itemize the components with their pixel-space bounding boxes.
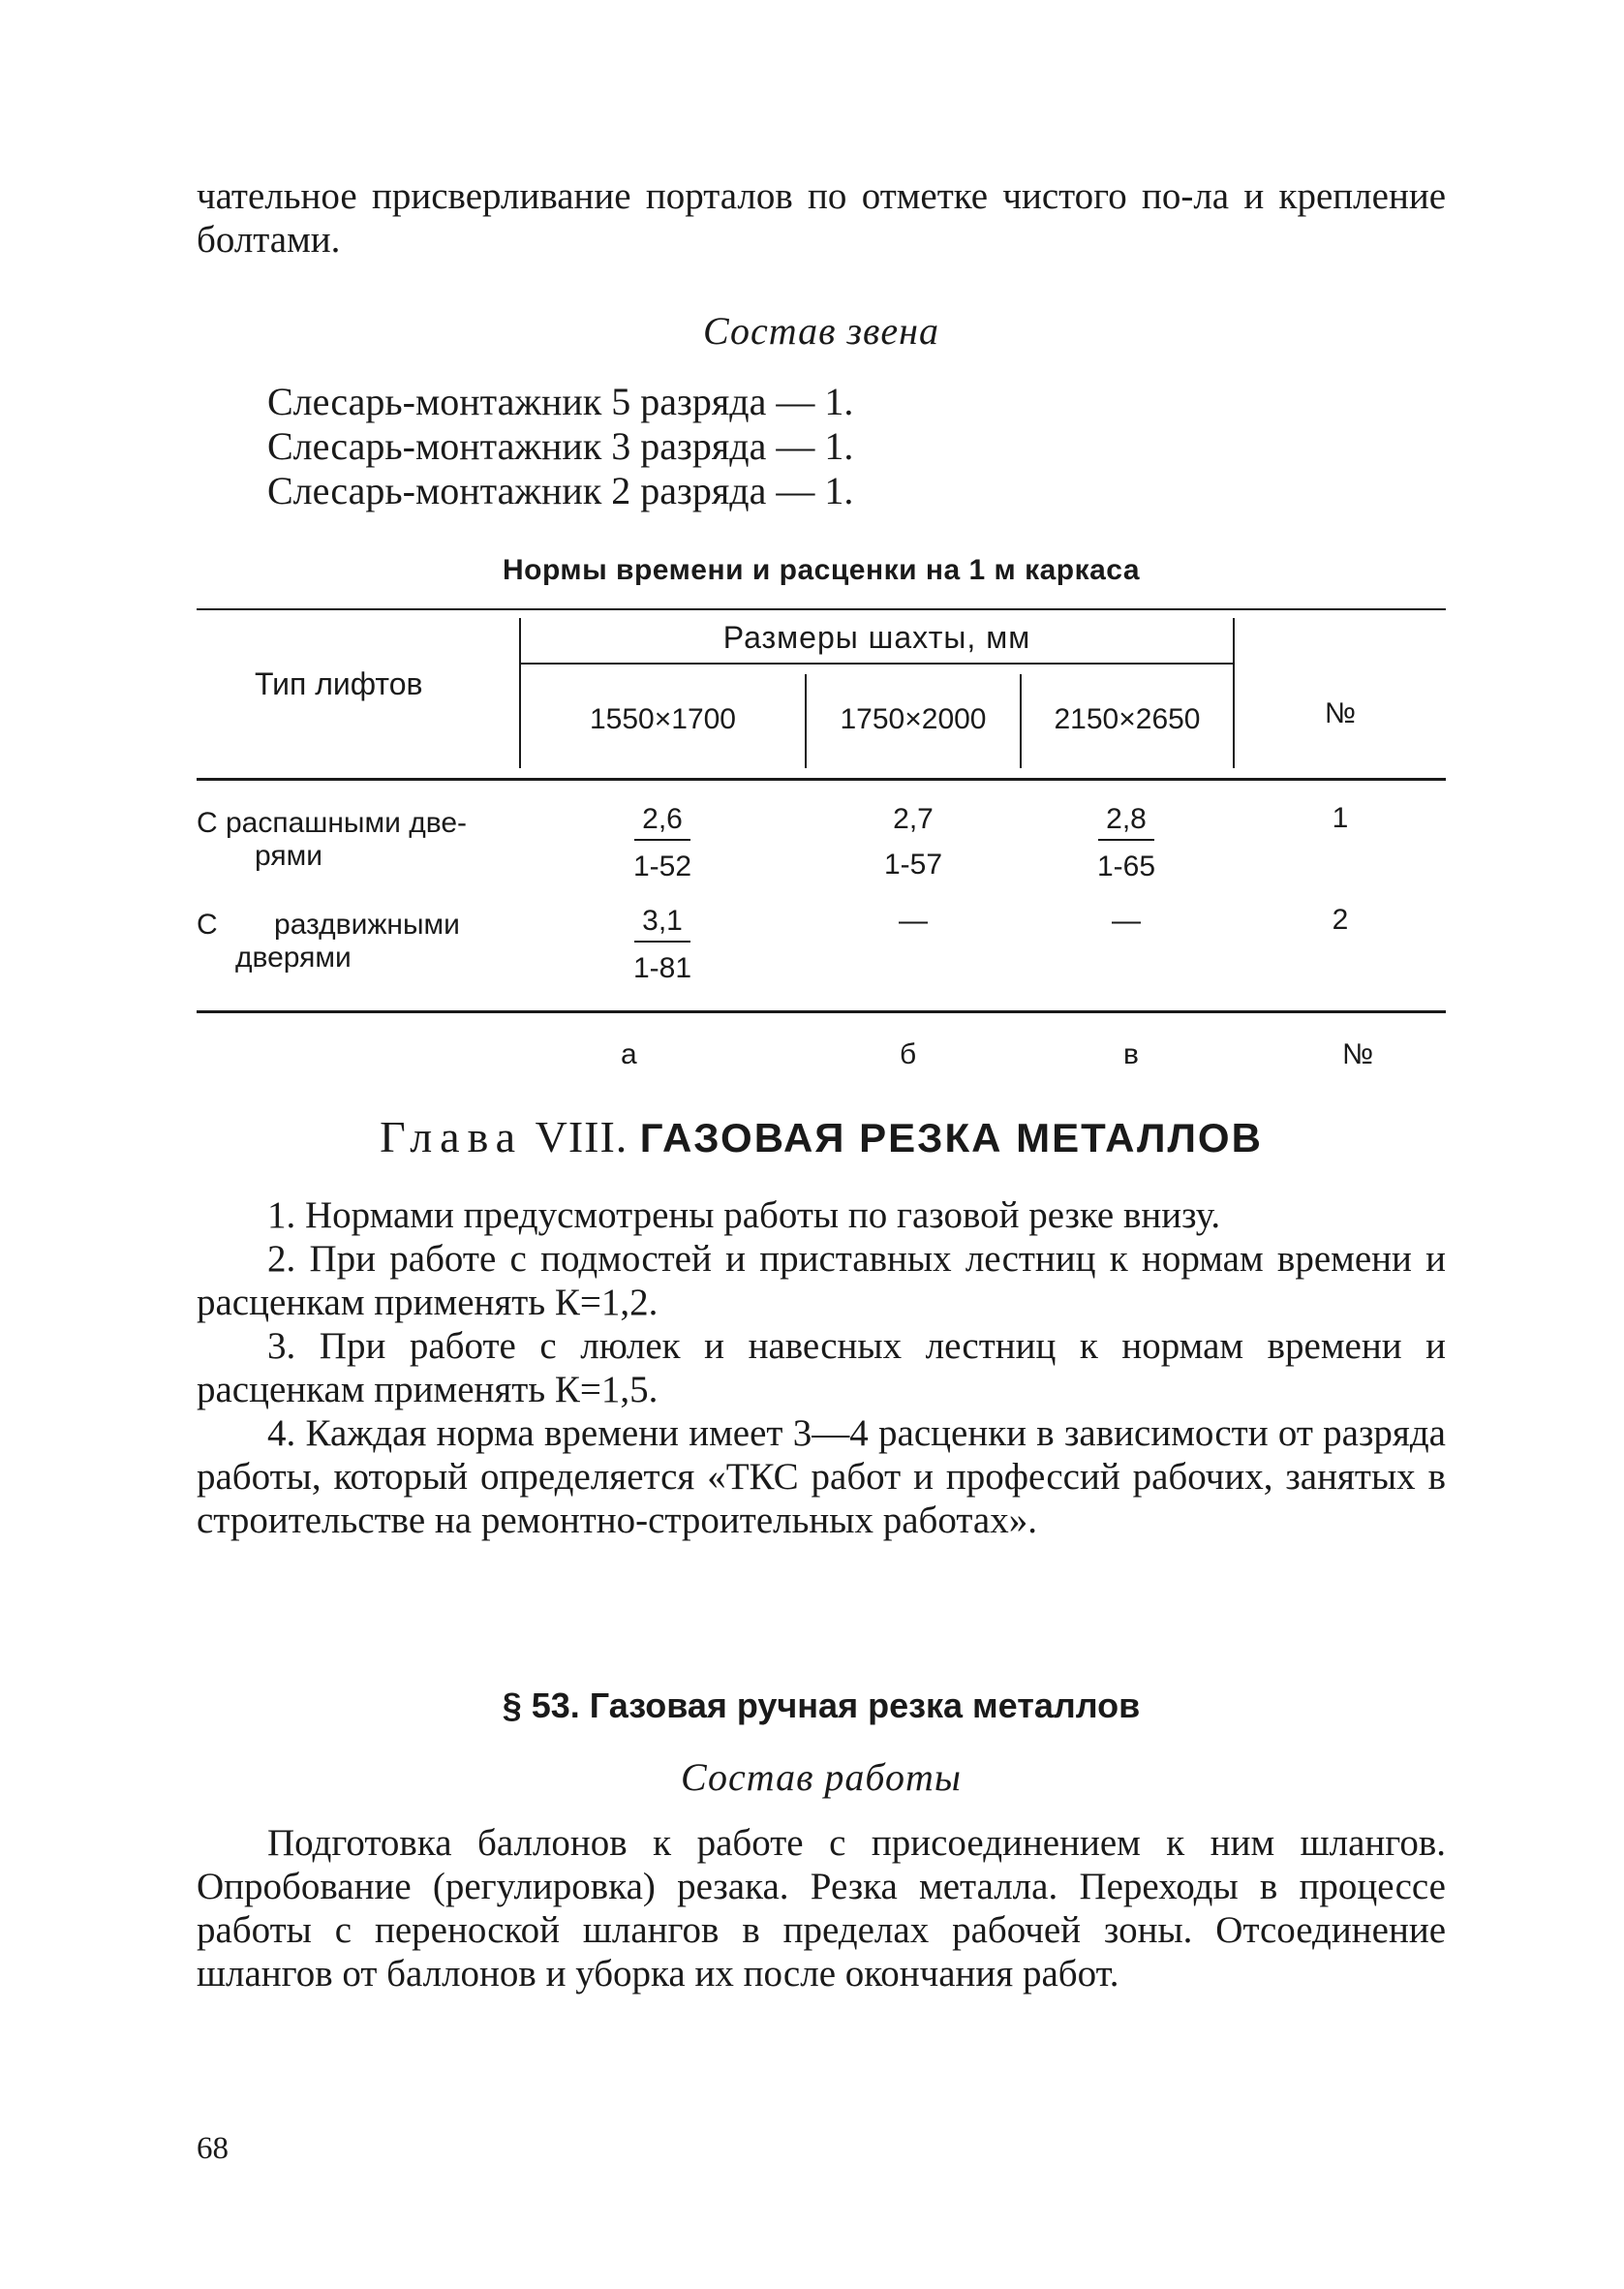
list-item: 4. Каждая норма времени имеет 3—4 расценки в зависимости от разряда работы, который определяется «ТКС работ и профессий рабочих, занятых в строительстве на ремонтно-строительных работах». — [197, 1412, 1446, 1541]
table-cell-dash — [855, 902, 971, 941]
chapter-heading — [197, 1111, 1446, 1162]
table-cell-fraction — [855, 800, 971, 885]
row-label — [197, 807, 516, 873]
row-label-line: С раздвижными — [197, 909, 460, 941]
header-row-label: Тип лифтов — [255, 666, 423, 701]
table-top-rule — [197, 608, 1446, 610]
header-group-label: Размеры шахты, мм — [722, 620, 1031, 655]
section-title: § 53. Газовая ручная резка металлов — [502, 1686, 1141, 1725]
row-number: 1 — [1332, 802, 1349, 834]
row-label-line: дверями — [235, 942, 352, 974]
column-mark: а — [621, 1038, 637, 1070]
crew-heading: Состав звена — [702, 309, 939, 353]
norm-value: 2,8 — [1098, 800, 1154, 841]
row-label-line: С распашными две- — [197, 807, 467, 839]
table-cell-fraction — [604, 902, 720, 989]
row-label — [197, 909, 516, 974]
norm-value: 2,7 — [893, 803, 934, 835]
section-subheading: Состав работы — [680, 1755, 962, 1799]
rate-value: 1-65 — [1096, 851, 1156, 882]
header-number-label: № — [1324, 697, 1357, 729]
page-number: 68 — [197, 2131, 229, 2166]
column-mark: № — [1342, 1038, 1374, 1070]
table-cell-fraction — [604, 800, 720, 887]
table-title: Нормы времени и расценки на 1 м каркаса — [502, 554, 1141, 586]
chapter-prefix: Глава — [380, 1112, 524, 1161]
norm-value: — — [899, 905, 928, 937]
rate-value: 1-57 — [883, 849, 943, 881]
row-number: 2 — [1332, 904, 1349, 936]
norms-table — [197, 608, 1446, 1064]
table-cell-fraction — [1068, 800, 1184, 887]
rate-value: 1-52 — [632, 851, 692, 882]
group-rule — [521, 663, 1233, 665]
table-bottom-rule — [197, 1010, 1446, 1013]
list-item: 2. При работе с подмостей и приставных лестниц к нормам времени и расценкам применять К=1,2. — [197, 1238, 1446, 1323]
table-cell-dash — [1068, 902, 1184, 941]
crew-member: Слесарь-монтажник 5 разряда — 1. — [267, 380, 854, 423]
section-text: Подготовка баллонов к работе с присоединением к ним шлангов. Опробование (регулировка) резака. Резка металла. Переходы в процессе работы с переноской шлангов в пределах рабочей зоны. Отсоединение шлангов от баллонов и уборка их после окончания работ. — [197, 1822, 1446, 1995]
section-paragraph — [197, 1821, 1446, 1995]
crew-list — [267, 380, 853, 513]
chapter-title: ГАЗОВАЯ РЕЗКА МЕТАЛЛОВ — [639, 1115, 1263, 1160]
norm-value: 2,6 — [634, 800, 690, 841]
table-header-rule — [197, 778, 1446, 781]
column-mark: в — [1123, 1038, 1139, 1070]
header-col-3: 2150×2650 — [1054, 703, 1201, 735]
header-col-2: 1750×2000 — [840, 703, 987, 735]
crew-member: Слесарь-монтажник 2 разряда — 1. — [267, 469, 854, 512]
column-mark: б — [900, 1038, 917, 1070]
norm-value: 3,1 — [634, 902, 690, 943]
crew-member: Слесарь-монтажник 3 разряда — 1. — [267, 424, 854, 468]
chapter-items — [197, 1193, 1446, 1542]
list-item: 1. Нормами предусмотрены работы по газовой резке внизу. — [267, 1194, 1221, 1236]
list-item: 3. При работе с люлек и навесных лестниц к нормам времени и расценкам применять К=1,5. — [197, 1325, 1446, 1410]
chapter-numeral: VIII. — [535, 1112, 628, 1161]
norm-value: — — [1112, 905, 1141, 937]
intro-paragraph: чательное присверливание порталов по отметке чистого по-ла и крепление болтами. — [197, 175, 1446, 261]
row-label-line: рями — [255, 840, 322, 872]
rate-value: 1-81 — [632, 952, 692, 984]
table-vrule — [1233, 618, 1235, 768]
header-col-1: 1550×1700 — [590, 703, 736, 735]
